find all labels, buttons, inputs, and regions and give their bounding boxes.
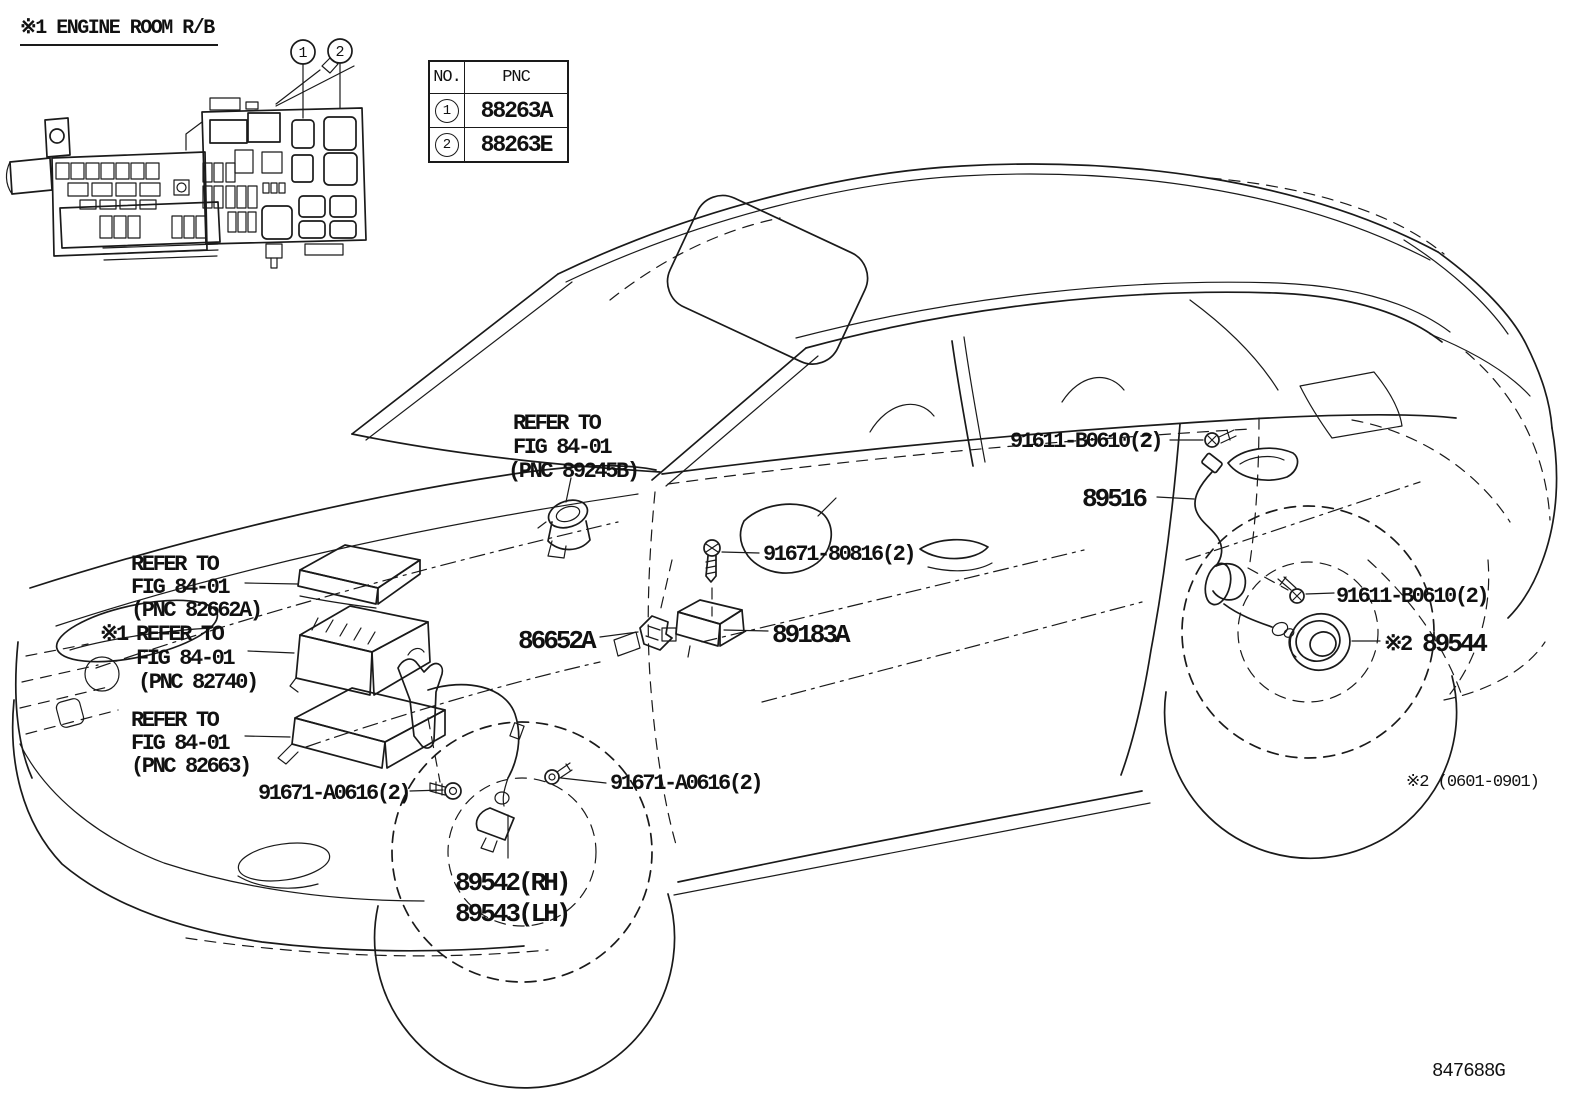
callout-2-number: 2: [335, 44, 345, 61]
label-rotor-prefix: ※2: [1384, 632, 1411, 657]
label-bolt-upper-rear[interactable]: 91611-B0610(2): [1010, 429, 1162, 454]
front-door-handle: [920, 540, 992, 571]
row1-number-badge: 1: [435, 99, 459, 123]
label-wire-clamp[interactable]: 86652A: [518, 626, 594, 656]
refer-89245b-line3: (PNC 89245B): [508, 459, 638, 484]
label-bolt-lower-rear[interactable]: 91611-B0610(2): [1336, 584, 1488, 609]
skid-sensor-rotor: [1284, 607, 1356, 677]
abs-sensor-rear: [1195, 453, 1295, 639]
refer-89245b-line2: FIG 84-01: [513, 435, 611, 460]
wire-clamp-part: [614, 616, 672, 656]
label-refer-82663[interactable]: [131, 708, 250, 779]
row2-pnc-value: 88263E: [480, 131, 552, 158]
bolt-lower-rear: [1278, 577, 1304, 603]
refer-82662a-line2: FIG 84-01: [131, 575, 229, 600]
refer-89245b-line1: REFER TO: [513, 411, 600, 436]
bolt-upper-rear: [1205, 430, 1236, 447]
table-row[interactable]: [430, 93, 567, 127]
refer-82740-line2: FIG 84-01: [136, 646, 234, 671]
refer-82663-line1: REFER TO: [131, 708, 218, 733]
hidden-line: [1250, 418, 1259, 562]
relay-slot-1: [292, 120, 314, 148]
row1-pnc-value: 88263A: [480, 97, 552, 124]
figure-code: 847688G: [1432, 1060, 1505, 1082]
sunroof: [610, 186, 877, 373]
label-refer-82662a[interactable]: [131, 552, 261, 623]
col-header-no: NO.: [430, 62, 465, 93]
callout-2[interactable]: [328, 39, 352, 108]
relay-block-lower-case: [278, 688, 445, 768]
row2-number-badge: 2: [435, 133, 459, 157]
label-refer-82740[interactable]: [100, 622, 257, 695]
rear-door-handle: [1228, 448, 1298, 480]
refer-82662a-line3: (PNC 82662A): [131, 598, 261, 623]
label-front-sensor-lh[interactable]: 89543(LH): [455, 899, 569, 929]
relay-slot-2: [324, 117, 356, 150]
label-rotor[interactable]: 89544: [1422, 629, 1486, 659]
engine-room-rb-title: ※1 ENGINE ROOM R/B: [20, 14, 218, 46]
pnc-table-header: [430, 62, 567, 93]
col-header-pnc: PNC: [502, 68, 530, 87]
label-bolt-front-left[interactable]: 91671-A0616(2): [258, 781, 410, 806]
note-date-range: ※2 (0601-0901): [1406, 773, 1539, 792]
refer-82740-line3: (PNC 82740): [138, 670, 257, 695]
skid-control-computer: [662, 600, 744, 657]
pnc-table: [428, 60, 569, 163]
callout-1-number: 1: [298, 45, 308, 62]
label-screw-door[interactable]: 91671-80816(2): [763, 542, 915, 567]
refer-82662a-line1: REFER TO: [131, 552, 218, 577]
refer-82740-line1: REFER TO: [136, 622, 223, 647]
label-rear-sensor[interactable]: 89516: [1082, 484, 1146, 514]
fog-lamp: [236, 838, 332, 886]
engine-room-relay-box-drawing: [6, 58, 366, 268]
refer-82663-line2: FIG 84-01: [131, 731, 229, 756]
label-bolt-front-right[interactable]: 91671-A0616(2): [610, 771, 762, 796]
label-refer-89245b[interactable]: [508, 411, 638, 484]
screw-door: [704, 540, 720, 582]
label-front-sensor-rh[interactable]: 89542(RH): [455, 868, 569, 898]
refer-82663-line3: (PNC 82663): [131, 754, 250, 779]
refer-82740-prefix: ※1: [100, 622, 127, 647]
table-row[interactable]: [430, 127, 567, 161]
rear-wheel: [1165, 506, 1457, 858]
relay-block-main: [290, 606, 430, 695]
label-skid-computer[interactable]: 89183A: [772, 620, 848, 650]
bolt-front-right: [545, 763, 572, 784]
callout-1[interactable]: [291, 40, 315, 118]
hidden-line: [660, 560, 672, 612]
